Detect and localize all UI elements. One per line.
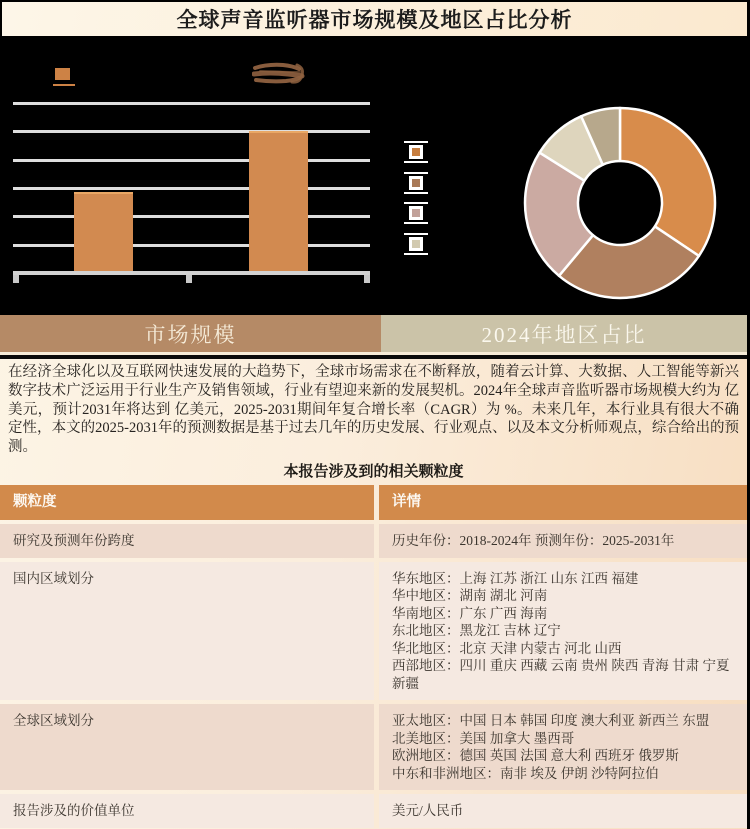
table-header-row	[0, 485, 750, 521]
detail-line: 华北地区：北京 天津 内蒙古 河北 山西	[392, 640, 622, 656]
detail-line: 美元/人民币	[392, 803, 464, 819]
axis-tick	[186, 275, 192, 283]
detail-line: 华东地区：上海 江苏 浙江 山东 江西 福建	[392, 570, 639, 586]
detail-line: 北美地区：美国 加拿大 墨西哥	[392, 730, 575, 746]
donut-legend-marker-2	[404, 172, 428, 194]
donut-legend-marker-3	[404, 202, 428, 224]
bar-legend-underline	[53, 84, 75, 86]
intro-paragraph: 在经济全球化以及互联网快速发展的大趋势下，全球市场需求在不断释放，随着云计算、大数据、人工智能等新兴数字技术广泛运用于行业生产及销售领域，行业有望迎来新的发展契机。2024年全球声音监听器市场规模大约为 亿美元，预计2031年将达到 亿美元，2025-2031期间年复合增长率（CAGR）为 %。未来几年，本行业具有很大不确定性，本文的2025-2031年的预测数据是基于过去几年的历史发展、行业观点、以及本文分析师观点，综合给出的预测。	[8, 364, 739, 456]
donut-legend-marker-4	[404, 233, 428, 255]
charts-panel	[0, 41, 747, 315]
granularity-table	[0, 485, 750, 828]
detail-cell	[379, 562, 750, 701]
legend-swatch-icon	[409, 176, 423, 190]
bar-chart-gridline	[13, 244, 370, 247]
bar-chart-gridline	[13, 130, 370, 133]
table-row	[0, 794, 750, 828]
legend-swatch-icon	[409, 145, 423, 159]
title-bar	[0, 0, 747, 41]
summary-section	[0, 363, 747, 481]
granularity-cell: 全球区域划分	[0, 704, 374, 790]
detail-line: 中东和非洲地区：南非 埃及 伊朗 沙特阿拉伯	[392, 765, 659, 781]
detail-line: 欧洲地区：德国 英国 法国 意大利 西班牙 俄罗斯	[392, 748, 679, 764]
tab-region-share-label: 2024年地区占比	[481, 322, 647, 347]
bar-2	[249, 131, 308, 273]
detail-cell	[379, 704, 750, 790]
tab-market-size-label: 市场规模	[144, 322, 237, 347]
detail-cell	[379, 524, 750, 558]
detail-line: 华中地区：湖南 湖北 河南	[392, 588, 548, 604]
table-row	[0, 524, 750, 558]
tab-region-share[interactable]	[381, 315, 747, 352]
divider-black	[0, 355, 747, 359]
section-tabs	[0, 315, 747, 352]
bar-legend-marker	[55, 68, 70, 80]
redaction-scribble-icon	[252, 59, 310, 89]
detail-line: 西部地区：四川 重庆 西藏 云南 贵州 陕西 青海 甘肃 宁夏 新疆	[392, 658, 730, 691]
bar-chart-gridline	[13, 187, 370, 190]
header-granularity: 颗粒度	[0, 485, 374, 521]
table-row	[0, 704, 750, 790]
granularity-cell: 研究及预测年份跨度	[0, 524, 374, 558]
donut-chart-svg	[520, 103, 720, 303]
legend-swatch-icon	[409, 206, 423, 220]
granularity-cell: 国内区域划分	[0, 562, 374, 701]
table-title: 本报告涉及到的相关颗粒度	[283, 463, 464, 480]
bar-1	[74, 192, 133, 273]
tab-market-size[interactable]	[0, 315, 381, 352]
detail-line: 历史年份：2018-2024年 预测年份：2025-2031年	[392, 533, 675, 549]
detail-line: 东北地区：黑龙江 吉林 辽宁	[392, 623, 561, 639]
axis-tick	[364, 275, 370, 283]
donut-legend-marker-1	[404, 141, 428, 163]
bar-chart-gridline	[13, 102, 370, 105]
detail-line: 亚太地区：中国 日本 韩国 印度 澳大利亚 新西兰 东盟	[392, 713, 710, 729]
legend-swatch-icon	[409, 237, 423, 251]
detail-line: 华南地区：广东 广西 海南	[392, 605, 548, 621]
granularity-cell: 报告涉及的价值单位	[0, 794, 374, 828]
detail-cell	[379, 794, 750, 828]
bar-chart-gridline	[13, 159, 370, 162]
axis-tick	[13, 275, 19, 283]
header-detail: 详情	[379, 485, 750, 521]
bar-chart-gridline	[13, 215, 370, 218]
page-title: 全球声音监听器市场规模及地区占比分析	[176, 8, 573, 32]
table-row	[0, 562, 750, 701]
